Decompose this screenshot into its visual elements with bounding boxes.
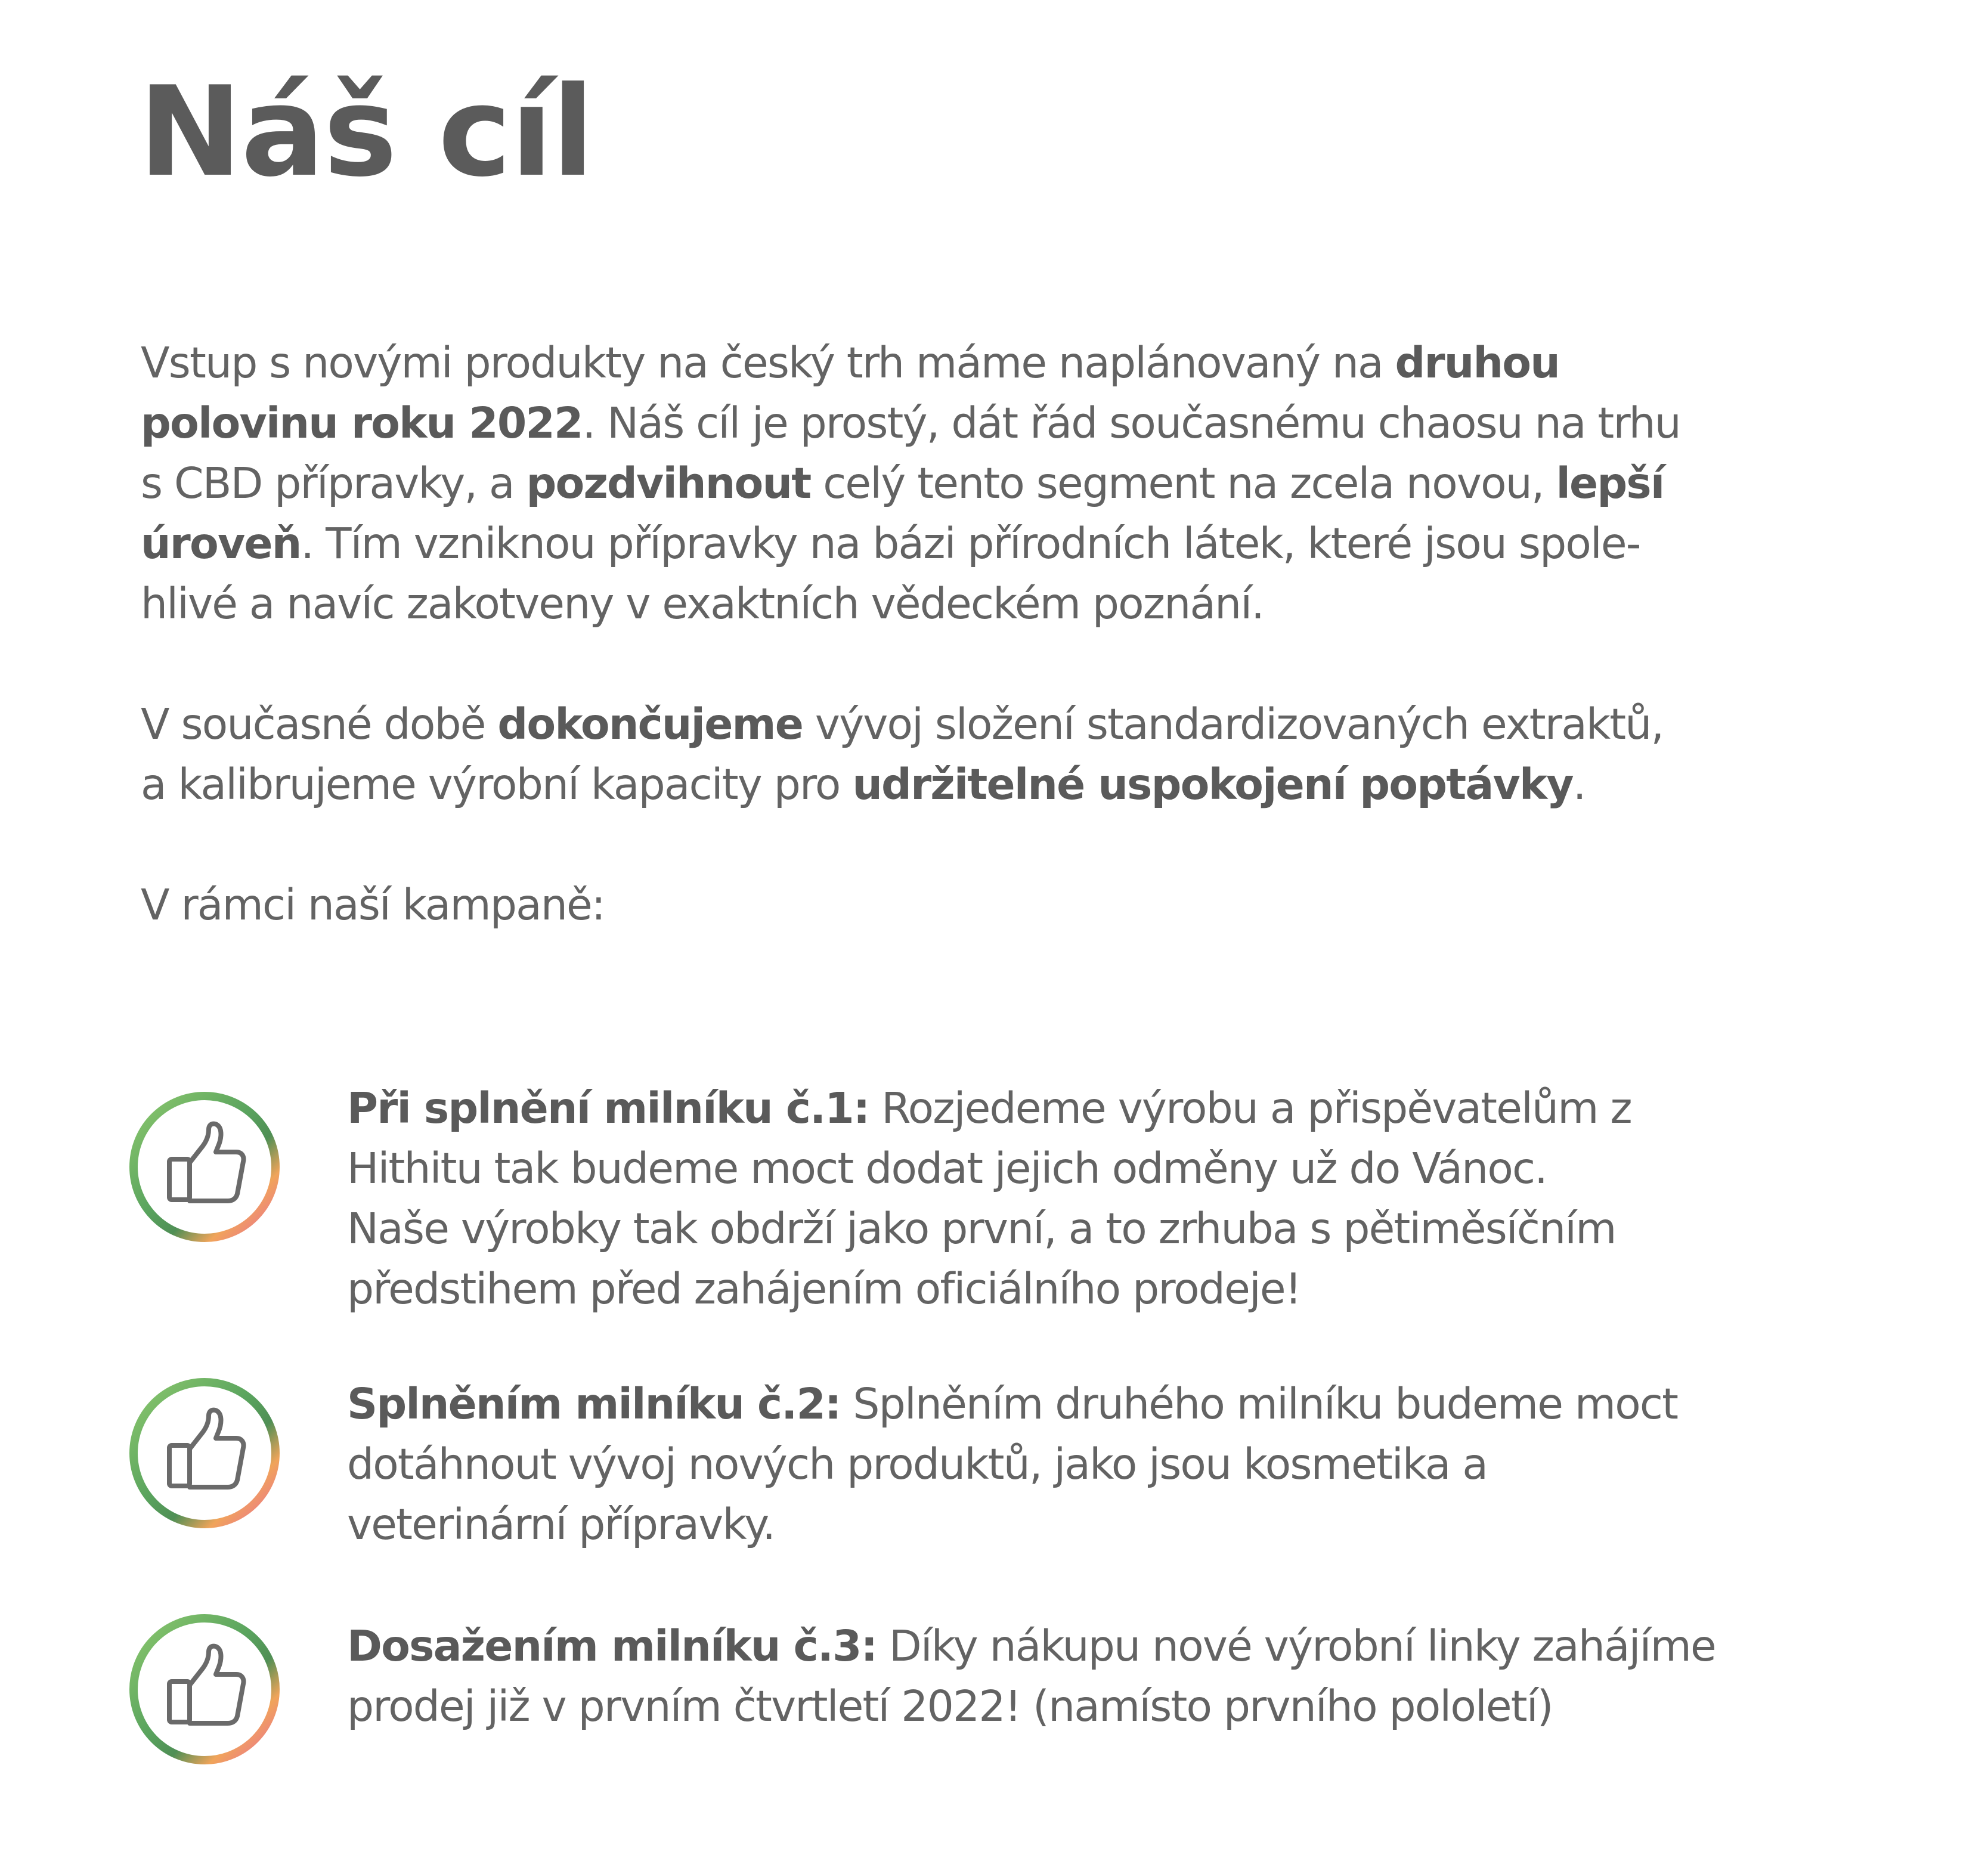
campaign-intro: V rámci naší kampaně: [141, 880, 605, 930]
current-line-2 [141, 754, 1840, 815]
current-text: . [1572, 760, 1586, 809]
milestone-body: Díky nákupu nové výrobní linky zahájíme [877, 1621, 1715, 1671]
milestone-line-1 [347, 1078, 1631, 1138]
intro-line-1 [141, 333, 1840, 393]
milestone-label: Při splnění milníku č.1: [347, 1083, 869, 1133]
milestone-line-2: prodej již v prvním čtvrtletí 2022! (namísto prvního pololetí) [347, 1682, 1553, 1731]
thumbs-up-icon [126, 1611, 283, 1767]
milestone-line-3: veterinární přípravky. [347, 1500, 775, 1549]
intro-line-3 [141, 453, 1840, 513]
intro-emphasis: pozdvihnout [526, 459, 811, 508]
thumbs-up-icon [126, 1375, 283, 1531]
milestone-label: Dosažením milníku č.3: [347, 1621, 877, 1671]
current-text: a kalibrujeme výrobní kapacity pro [141, 760, 853, 809]
milestone-line-1 [347, 1374, 1677, 1434]
current-line-1 [141, 694, 1840, 754]
current-emphasis: dokončujeme [497, 699, 803, 749]
thumbs-up-icon [126, 1089, 283, 1245]
milestone-text [347, 1078, 1631, 1319]
milestone-line-2: dotáhnout vývoj nových produktů, jako jsou kosmetika a [347, 1439, 1488, 1489]
milestone-text [347, 1374, 1677, 1555]
intro-text: Vstup s novými produkty na český trh máme naplánovaný na [141, 338, 1395, 388]
milestone-label: Splněním milníku č.2: [347, 1379, 841, 1429]
current-text: V současné době [141, 699, 498, 749]
intro-text: s CBD přípravky, a [141, 459, 527, 508]
intro-emphasis: polovinu roku 2022 [141, 398, 583, 448]
current-text: vývoj složení standardizovaných extraktů, [803, 699, 1664, 749]
milestone-body: Rozjedeme výrobu a přispěvatelům z [869, 1083, 1631, 1133]
intro-emphasis: druhou [1395, 338, 1559, 388]
milestone-line-1 [347, 1616, 1715, 1676]
intro-text: celý tento segment na zcela novou, [810, 459, 1556, 508]
milestone-text [347, 1616, 1715, 1736]
intro-text: . Náš cíl je prostý, dát řád současnému chaosu na trhu [582, 398, 1681, 448]
intro-paragraph [141, 333, 1840, 634]
intro-line-2 [141, 393, 1840, 453]
current-status-paragraph [141, 694, 1840, 815]
milestone-body: Splněním druhého milníku budeme moct [840, 1379, 1678, 1429]
intro-text: . Tím vzniknou přípravky na bázi přírodních látek, které jsou spole- [301, 519, 1640, 568]
page-title: Náš cíl [138, 60, 593, 205]
intro-emphasis: lepší [1556, 459, 1664, 508]
milestone-line-4: předstihem před zahájením oficiálního prodeje! [347, 1264, 1301, 1314]
intro-line-5: hlivé a navíc zakotveny v exaktních vědeckém poznání. [141, 579, 1264, 628]
milestone-line-3: Naše výrobky tak obdrží jako první, a to zrhuba s pětiměsíčním [347, 1204, 1616, 1253]
current-emphasis: udržitelné uspokojení poptávky [852, 760, 1573, 809]
intro-emphasis: úroveň [141, 519, 301, 568]
milestone-line-2: Hithitu tak budeme moct dodat jejich odměny už do Vánoc. [347, 1144, 1547, 1193]
intro-line-4 [141, 513, 1840, 574]
